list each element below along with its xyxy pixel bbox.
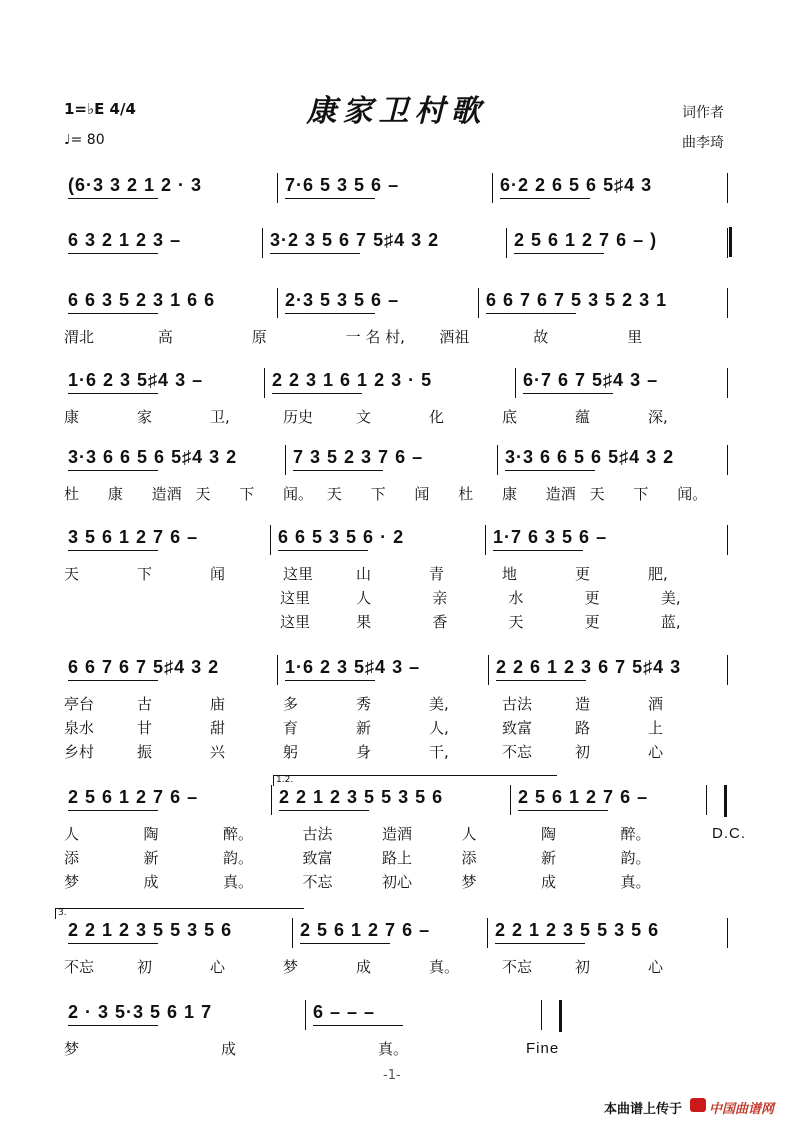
beam-line xyxy=(493,550,583,551)
barline xyxy=(727,445,728,475)
beam-line xyxy=(505,470,595,471)
lyric-word: 杜 xyxy=(458,485,474,503)
lyric-word: 身 xyxy=(356,743,372,761)
lyric-word: 心 xyxy=(648,743,664,761)
lyric-word: 醉。 xyxy=(620,825,651,843)
beam-line xyxy=(272,393,362,394)
lyric-word: 人 xyxy=(356,589,372,607)
end-mark: D.C. xyxy=(712,825,746,842)
measure: 2 · 3 5·3 5 6 1 7 xyxy=(68,1002,213,1022)
barline xyxy=(727,918,728,948)
barline xyxy=(262,228,263,258)
lyric-word: 美, xyxy=(429,695,449,713)
barline xyxy=(285,445,286,475)
upload-note: 本曲谱上传于 xyxy=(604,1102,683,1117)
composer-credit: 曲李琦 xyxy=(682,135,724,151)
beam-line xyxy=(68,470,158,471)
lyric-word: 闻。 xyxy=(677,485,708,503)
measure: 2 2 1 2 3 5 5 3 5 6 xyxy=(279,787,444,807)
lyric-word: 路上 xyxy=(382,849,413,867)
measure: 2 5 6 1 2 7 6 – xyxy=(518,787,649,807)
measure: 6 6 3 5 2 3 1 6 6 xyxy=(68,290,216,310)
barline xyxy=(506,228,507,258)
lyric-word: 振 xyxy=(137,743,153,761)
barline xyxy=(487,918,488,948)
lyric-word: 地 xyxy=(502,565,518,583)
measure: 6·2 2 6 5 6 5♯4 3 xyxy=(500,175,653,195)
barline xyxy=(277,173,278,203)
lyric-word: 上 xyxy=(648,719,664,737)
lyric-word: 心 xyxy=(210,958,226,976)
lyric-word: 天 xyxy=(64,565,80,583)
lyric-word: 深, xyxy=(648,408,668,426)
measure: 1·7 6 3 5 6 – xyxy=(493,527,608,547)
barline xyxy=(706,785,707,815)
measure: 6 6 7 6 7 5 3 5 2 3 1 xyxy=(486,290,668,310)
lyric-word: 康 xyxy=(64,408,80,426)
volta-bracket xyxy=(55,908,304,919)
end-mark: Fine xyxy=(526,1040,560,1057)
lyric-word: 成 xyxy=(356,958,372,976)
lyricist-credit: 词作者 xyxy=(682,105,724,121)
barline xyxy=(727,173,728,203)
barline xyxy=(492,173,493,203)
lyric-word: 家 xyxy=(137,408,153,426)
lyric-word: 不忘 xyxy=(302,873,333,891)
lyric-word: 甘 xyxy=(137,719,153,737)
barline xyxy=(541,1000,542,1030)
barline xyxy=(515,368,516,398)
lyric-word: 杜 xyxy=(64,485,80,503)
beam-line xyxy=(68,943,158,944)
lyric-word: 一 名 村, xyxy=(345,328,405,346)
lyric-word: 香 xyxy=(432,613,448,631)
lyric-word: 秀 xyxy=(356,695,372,713)
measure: 1·6 2 3 5♯4 3 – xyxy=(285,657,421,677)
beam-line xyxy=(279,810,369,811)
barline xyxy=(277,288,278,318)
beam-line xyxy=(518,810,608,811)
barline xyxy=(727,525,728,555)
beam-line xyxy=(293,470,383,471)
barline xyxy=(727,655,728,685)
volta-number: 3. xyxy=(58,908,67,918)
lyric-word: 不忘 xyxy=(64,958,95,976)
lyric-word: 韵。 xyxy=(620,849,651,867)
key-signature: 1=♭E 4/4 xyxy=(64,100,136,118)
beam-line xyxy=(278,550,368,551)
lyric-word: 真。 xyxy=(620,873,651,891)
lyric-word: 陶 xyxy=(143,825,159,843)
lyric-word: 成 xyxy=(143,873,159,891)
beam-line xyxy=(68,253,158,254)
lyric-word: 原 xyxy=(251,328,267,346)
tempo-marking: ♩= 80 xyxy=(64,132,105,148)
lyric-word: 路 xyxy=(575,719,591,737)
beam-line xyxy=(68,550,158,551)
barline xyxy=(270,525,271,555)
beam-line xyxy=(68,810,158,811)
barline xyxy=(277,655,278,685)
lyric-word: 肥, xyxy=(648,565,668,583)
beam-line xyxy=(300,943,390,944)
lyric-word: 水 xyxy=(508,589,524,607)
lyric-word: 天 xyxy=(508,613,524,631)
lyric-word: 酒祖 xyxy=(439,328,470,346)
measure: 2 5 6 1 2 7 6 – ) xyxy=(514,230,658,250)
lyric-word: 亭台 xyxy=(64,695,95,713)
lyric-word: 梦 xyxy=(461,873,477,891)
beam-line xyxy=(285,313,375,314)
lyric-word: 化 xyxy=(429,408,445,426)
beam-line xyxy=(270,253,360,254)
page-number: -1- xyxy=(383,1068,401,1083)
lyric-word: 天 xyxy=(195,485,211,503)
measure: 6 6 7 6 7 5♯4 3 2 xyxy=(68,657,220,677)
lyric-word: 育 xyxy=(283,719,299,737)
lyric-word: 真。 xyxy=(378,1040,409,1058)
lyric-word: 梦 xyxy=(64,1040,80,1058)
lyric-word: 庙 xyxy=(210,695,226,713)
final-barline xyxy=(559,1000,562,1032)
lyric-word: 泉水 xyxy=(64,719,95,737)
lyric-word: 这里 xyxy=(283,565,314,583)
lyric-word: 酒 xyxy=(648,695,664,713)
lyric-word: 成 xyxy=(221,1040,237,1058)
beam-line xyxy=(486,313,576,314)
lyric-word: 美, xyxy=(660,589,681,607)
lyric-word: 致富 xyxy=(502,719,533,737)
lyric-word: 卫, xyxy=(210,408,230,426)
lyric-word: 这里 xyxy=(280,613,311,631)
lyric-word: 更 xyxy=(575,565,591,583)
lyric-word: 造酒 xyxy=(545,485,576,503)
lyric-word: 不忘 xyxy=(502,743,533,761)
beam-line xyxy=(500,198,590,199)
site-name[interactable]: 中国曲谱网 xyxy=(709,1102,775,1117)
lyric-word: 闻 xyxy=(210,565,226,583)
lyric-word: 古法 xyxy=(302,825,333,843)
lyric-word: 新 xyxy=(356,719,372,737)
measure: 7·6 5 3 5 6 – xyxy=(285,175,400,195)
beam-line xyxy=(68,680,158,681)
beam-line xyxy=(285,198,375,199)
volta-number: 1.2. xyxy=(276,775,294,785)
lyric-word: 醉。 xyxy=(223,825,254,843)
lyric-word: 初心 xyxy=(382,873,413,891)
lyric-word: 成 xyxy=(541,873,557,891)
beam-line xyxy=(523,393,613,394)
lyric-word: 人 xyxy=(461,825,477,843)
measure: 3·3 6 6 5 6 5♯4 3 2 xyxy=(505,447,675,467)
lyric-word: 蓝, xyxy=(660,613,681,631)
lyric-word: 康 xyxy=(502,485,518,503)
lyric-word: 韵。 xyxy=(223,849,254,867)
barline xyxy=(264,368,265,398)
lyric-word: 文 xyxy=(356,408,372,426)
lyric-word: 陶 xyxy=(541,825,557,843)
lyric-word: 底 xyxy=(502,408,518,426)
barline xyxy=(485,525,486,555)
lyric-word: 兴 xyxy=(210,743,226,761)
lyric-word: 下 xyxy=(370,485,386,503)
beam-line xyxy=(496,680,586,681)
lyric-word: 故 xyxy=(533,328,549,346)
barline xyxy=(727,288,728,318)
beam-line xyxy=(514,253,604,254)
repeat-barline xyxy=(729,227,732,257)
lyric-word: 造 xyxy=(575,695,591,713)
lyric-word: 心 xyxy=(648,958,664,976)
lyric-word: 闻。 xyxy=(283,485,314,503)
lyric-word: 更 xyxy=(584,589,600,607)
lyric-word: 古法 xyxy=(502,695,533,713)
lyric-word: 这里 xyxy=(280,589,311,607)
lyric-word: 康 xyxy=(107,485,123,503)
final-barline xyxy=(724,785,727,817)
measure: 6·7 6 7 5♯4 3 – xyxy=(523,370,659,390)
lyric-word: 天 xyxy=(589,485,605,503)
measure: 6 3 2 1 2 3 – xyxy=(68,230,182,250)
lyric-word: 干, xyxy=(429,743,449,761)
lyric-word: 甜 xyxy=(210,719,226,737)
volta-bracket xyxy=(273,775,557,786)
lyric-word: 添 xyxy=(64,849,80,867)
lyric-word: 真。 xyxy=(429,958,460,976)
beam-line xyxy=(68,198,158,199)
lyric-word: 多 xyxy=(283,695,299,713)
lyric-word: 添 xyxy=(461,849,477,867)
lyric-word: 下 xyxy=(137,565,153,583)
beam-line xyxy=(68,1025,158,1026)
lyric-word: 历史 xyxy=(283,408,314,426)
barline xyxy=(478,288,479,318)
beam-line xyxy=(495,943,585,944)
lyric-word: 人 xyxy=(64,825,80,843)
measure: 6 6 5 3 5 6 · 2 xyxy=(278,527,405,547)
measure: 2 2 3 1 6 1 2 3 · 5 xyxy=(272,370,433,390)
lyric-word: 梦 xyxy=(283,958,299,976)
measure: 2 5 6 1 2 7 6 – xyxy=(300,920,431,940)
measure: 7 3 5 2 3 7 6 – xyxy=(293,447,424,467)
lyric-word: 渭北 xyxy=(64,328,95,346)
measure: 1·6 2 3 5♯4 3 – xyxy=(68,370,204,390)
measure: 3 5 6 1 2 7 6 – xyxy=(68,527,199,547)
lyric-word: 梦 xyxy=(64,873,80,891)
lyric-word: 初 xyxy=(137,958,153,976)
beam-line xyxy=(68,313,158,314)
lyric-word: 下 xyxy=(633,485,649,503)
barline xyxy=(497,445,498,475)
measure: 2 2 1 2 3 5 5 3 5 6 xyxy=(495,920,660,940)
barline xyxy=(727,228,728,258)
lyric-word: 下 xyxy=(239,485,255,503)
lyric-word: 新 xyxy=(541,849,557,867)
lyric-word: 造酒 xyxy=(151,485,182,503)
lyric-word: 天 xyxy=(326,485,342,503)
lyric-word: 亲 xyxy=(432,589,448,607)
measure: 2·3 5 3 5 6 – xyxy=(285,290,400,310)
lyric-word: 蕴 xyxy=(575,408,591,426)
measure: 2 2 6 1 2 3 6 7 5♯4 3 xyxy=(496,657,682,677)
measure: 3·3 6 6 5 6 5♯4 3 2 xyxy=(68,447,238,467)
barline xyxy=(488,655,489,685)
measure: 2 2 1 2 3 5 5 3 5 6 xyxy=(68,920,233,940)
lyric-word: 造酒 xyxy=(382,825,413,843)
measure: (6·3 3 2 1 2 · 3 xyxy=(68,175,203,195)
lyric-word: 真。 xyxy=(223,873,254,891)
barline xyxy=(292,918,293,948)
lyric-word: 躬 xyxy=(283,743,299,761)
beam-line xyxy=(68,393,158,394)
measure: 2 5 6 1 2 7 6 – xyxy=(68,787,199,807)
barline xyxy=(271,785,272,815)
lyric-word: 果 xyxy=(356,613,372,631)
barline xyxy=(510,785,511,815)
lyric-word: 青 xyxy=(429,565,445,583)
barline xyxy=(727,368,728,398)
lyric-word: 高 xyxy=(157,328,173,346)
site-logo-icon xyxy=(690,1098,706,1112)
lyric-word: 新 xyxy=(143,849,159,867)
beam-line xyxy=(313,1025,403,1026)
lyric-word: 初 xyxy=(575,743,591,761)
barline xyxy=(305,1000,306,1030)
lyric-word: 里 xyxy=(627,328,643,346)
lyric-word: 闻 xyxy=(414,485,430,503)
measure: 3·2 3 5 6 7 5♯4 3 2 xyxy=(270,230,440,250)
lyric-word: 人, xyxy=(429,719,449,737)
lyric-word: 不忘 xyxy=(502,958,533,976)
beam-line xyxy=(285,680,375,681)
lyric-word: 更 xyxy=(584,613,600,631)
lyric-word: 初 xyxy=(575,958,591,976)
page-title: 康家卫村歌 xyxy=(306,94,487,129)
lyric-word: 古 xyxy=(137,695,153,713)
measure: 6 – – – xyxy=(313,1002,376,1022)
lyric-word: 乡村 xyxy=(64,743,95,761)
lyric-word: 致富 xyxy=(302,849,333,867)
lyric-word: 山 xyxy=(356,565,372,583)
